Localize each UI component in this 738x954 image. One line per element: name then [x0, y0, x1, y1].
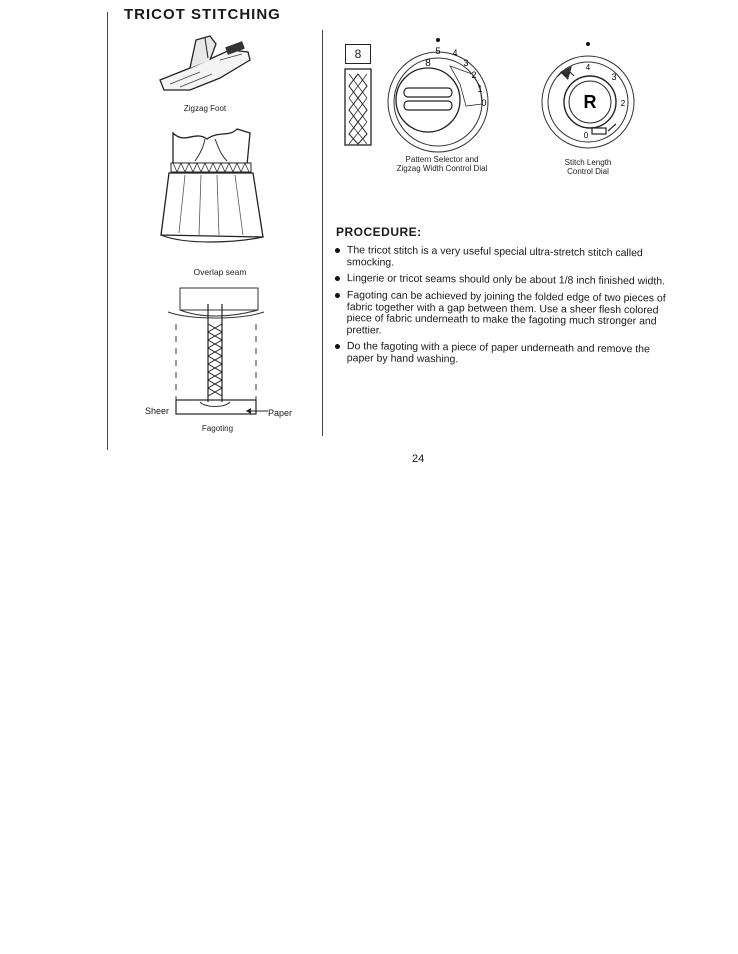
- stitch-dial-caption: [548, 158, 628, 176]
- procedure-list: [334, 245, 674, 369]
- page-title: TRICOT STITCHING: [124, 6, 281, 23]
- stitch-dial-caption-line1: Stitch Length: [564, 158, 612, 167]
- pattern-dial-caption-line1: Pattern Selector and: [405, 155, 479, 164]
- pattern-dial-caption: [382, 155, 502, 173]
- paper-label: Paper: [268, 408, 293, 418]
- overlap-seam-illustration: [155, 125, 265, 250]
- procedure-item: Lingerie or tricot seams should only be about 1/8 inch finished width.: [334, 273, 674, 288]
- fagoting-illustration: [160, 284, 270, 422]
- stitch-dial-number-4: 4: [585, 63, 591, 72]
- fagoting-caption: Fagoting: [201, 424, 234, 433]
- procedure-item: The tricot stitch is a very useful special ultra-stretch stitch called smocking.: [334, 245, 674, 272]
- zigzag-foot-illustration: [150, 30, 260, 100]
- pattern-selector-dial[interactable]: [376, 34, 516, 154]
- pattern-dial-number-0: 0: [481, 98, 487, 108]
- stitch-pattern-strip: [344, 68, 372, 146]
- overlap-seam-caption: Overlap seam: [193, 267, 247, 277]
- pattern-dial-number-2: 2: [471, 70, 477, 80]
- pattern-number: 8: [354, 47, 362, 61]
- pattern-dial-number-1: 1: [477, 84, 483, 94]
- stitch-dial-center-letter: R: [583, 92, 597, 112]
- stitch-dial-number-2: 2: [620, 99, 626, 108]
- left-margin-rule: [107, 12, 108, 450]
- stitch-dial-caption-line2: Control Dial: [567, 167, 609, 176]
- procedure-item: Fagoting can be achieved by joining the folded edge of two pieces of fabric together with a gap between them. Use a sheer flesh colored piece of fabric underneath to make the fagoting much stronger and prettier.: [334, 290, 674, 340]
- stitch-dial-number-3: 3: [611, 72, 617, 82]
- stitch-dial-number-0: 0: [583, 131, 589, 140]
- zigzag-foot-caption: Zigzag Foot: [183, 104, 227, 113]
- procedure-item: Do the fagoting with a piece of paper underneath and remove the paper by hand washing.: [334, 341, 674, 368]
- pattern-dial-center-number: 8: [425, 58, 431, 69]
- stitch-length-dial[interactable]: [530, 36, 640, 156]
- procedure-heading: PROCEDURE:: [336, 225, 422, 239]
- pattern-dial-caption-line2: Zigzag Width Control Dial: [396, 164, 488, 173]
- pattern-dial-number-4: 4: [452, 48, 458, 58]
- column-divider: [322, 30, 323, 436]
- pattern-number-box: [345, 44, 371, 64]
- pattern-dial-number-3: 3: [463, 58, 469, 68]
- pattern-dial-number-5: 5: [435, 46, 441, 56]
- sheer-label: Sheer: [145, 406, 170, 416]
- page-number: 24: [412, 453, 425, 465]
